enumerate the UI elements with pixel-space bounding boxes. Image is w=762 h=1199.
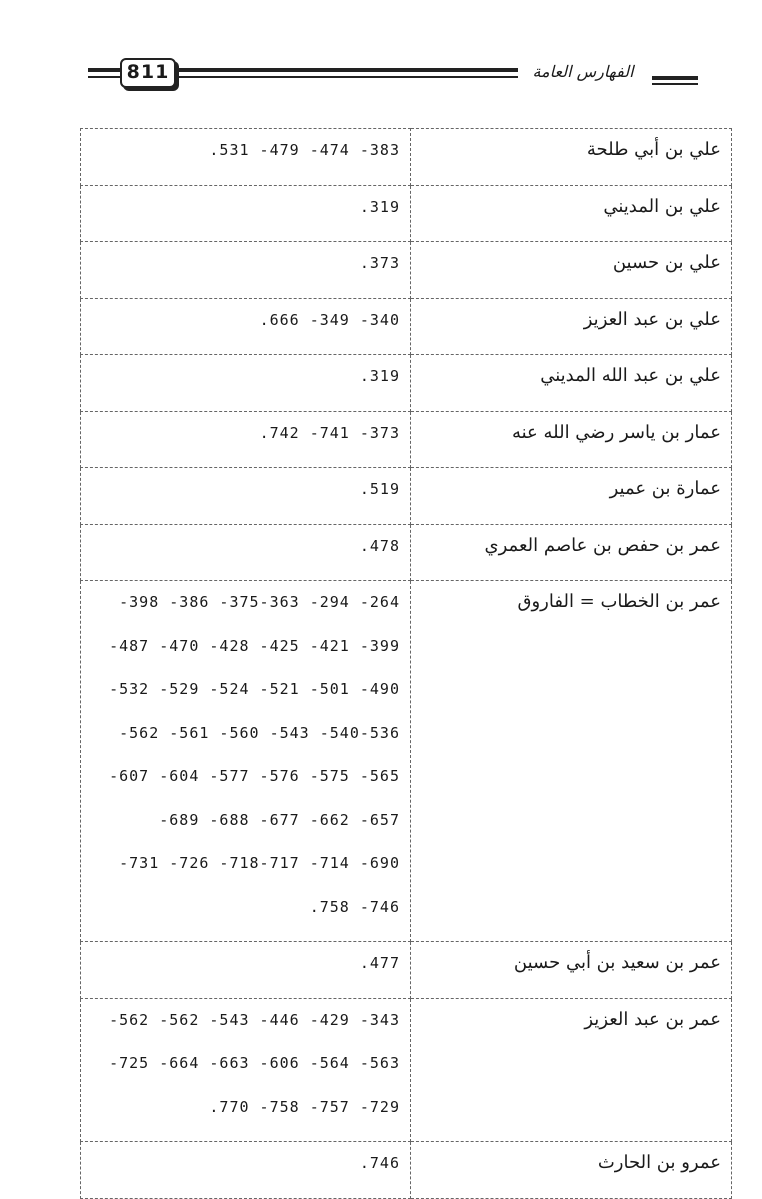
page-references — [81, 581, 411, 942]
page-reference-line: .319 — [359, 197, 400, 216]
page-references — [81, 242, 411, 299]
header-rule-left-top — [88, 68, 122, 72]
person-name: عمر بن حفص بن عاصم العمري — [411, 524, 732, 581]
person-name: عمر بن عبد العزيز — [411, 998, 732, 1142]
header-rule-center-top — [178, 68, 518, 72]
person-name: علي بن عبد الله المديني — [411, 355, 732, 412]
page-reference-line: -731 -726 -718-717 -714 -690 — [119, 854, 400, 872]
person-name: عمر بن سعيد بن أبي حسين — [411, 942, 732, 999]
header-rule-center-bottom — [178, 76, 518, 78]
page-references — [81, 1142, 411, 1199]
page-reference-line: -607 -604 -577 -576 -575 -565 — [109, 767, 400, 785]
page-reference-line: -487 -470 -428 -425 -421 -399 — [109, 636, 400, 655]
person-name: علي بن المديني — [411, 185, 732, 242]
index-row — [81, 942, 732, 999]
person-name: عمار بن ياسر رضي الله عنه — [411, 411, 732, 468]
page-references — [81, 468, 411, 525]
page-reference-line: .478 — [359, 536, 400, 555]
index-row — [81, 129, 732, 186]
person-name: علي بن عبد العزيز — [411, 298, 732, 355]
index-row — [81, 411, 732, 468]
index-row — [81, 998, 732, 1142]
page-reference-line: .770 -758 -757 -729 — [209, 1097, 400, 1116]
page-reference-line: .519 — [359, 480, 400, 498]
page-reference-line: -562 -562 -543 -446 -429 -343 — [109, 1010, 400, 1029]
header-rule-right-bottom — [652, 83, 698, 85]
page-reference-line: .758 -746 — [309, 897, 400, 916]
index-row — [81, 468, 732, 525]
index-row — [81, 355, 732, 412]
page-reference-line: .373 — [359, 254, 400, 272]
page-references — [81, 524, 411, 581]
index-row — [81, 1142, 732, 1199]
page-references — [81, 298, 411, 355]
page-references — [81, 185, 411, 242]
page-header — [0, 0, 762, 110]
page-reference-line: .319 — [359, 367, 400, 385]
index-row — [81, 524, 732, 581]
person-name: عمر بن الخطاب = الفاروق — [411, 581, 732, 942]
person-name: عمارة بن عمير — [411, 468, 732, 525]
index-row — [81, 581, 732, 942]
page-reference-line: .666 -349 -340 — [259, 310, 400, 329]
page-references — [81, 355, 411, 412]
index-row — [81, 185, 732, 242]
header-rule-right-top — [652, 76, 698, 80]
page-reference-line: -532 -529 -524 -521 -501 -490 — [109, 680, 400, 698]
page-references — [81, 411, 411, 468]
page-reference-line: -398 -386 -375-363 -294 -264 — [119, 593, 400, 611]
page-reference-line: -725 -664 -663 -606 -564 -563 — [109, 1054, 400, 1072]
page-references — [81, 942, 411, 999]
page-references — [81, 998, 411, 1142]
header-rule-left-bottom — [88, 76, 122, 78]
index-row — [81, 242, 732, 299]
page-reference-line: -562 -561 -560 -543 -540-536 — [119, 723, 400, 742]
person-name: علي بن أبي طلحة — [411, 129, 732, 186]
person-name: علي بن حسين — [411, 242, 732, 299]
running-title: الفهارس العامة — [532, 62, 634, 81]
person-name: عمرو بن الحارث — [411, 1142, 732, 1199]
page-number: 811 — [120, 58, 176, 88]
page-reference-line: .742 -741 -373 — [259, 423, 400, 442]
page-reference-line: -689 -688 -677 -662 -657 — [159, 810, 400, 829]
index-table-body — [81, 129, 732, 1199]
page-reference-line: .531 -479 -474 -383 — [209, 141, 400, 159]
page-references — [81, 129, 411, 186]
page-reference-line: .477 — [359, 954, 400, 972]
index-row — [81, 298, 732, 355]
index-table — [80, 128, 732, 1199]
page-reference-line: .746 — [359, 1154, 400, 1172]
